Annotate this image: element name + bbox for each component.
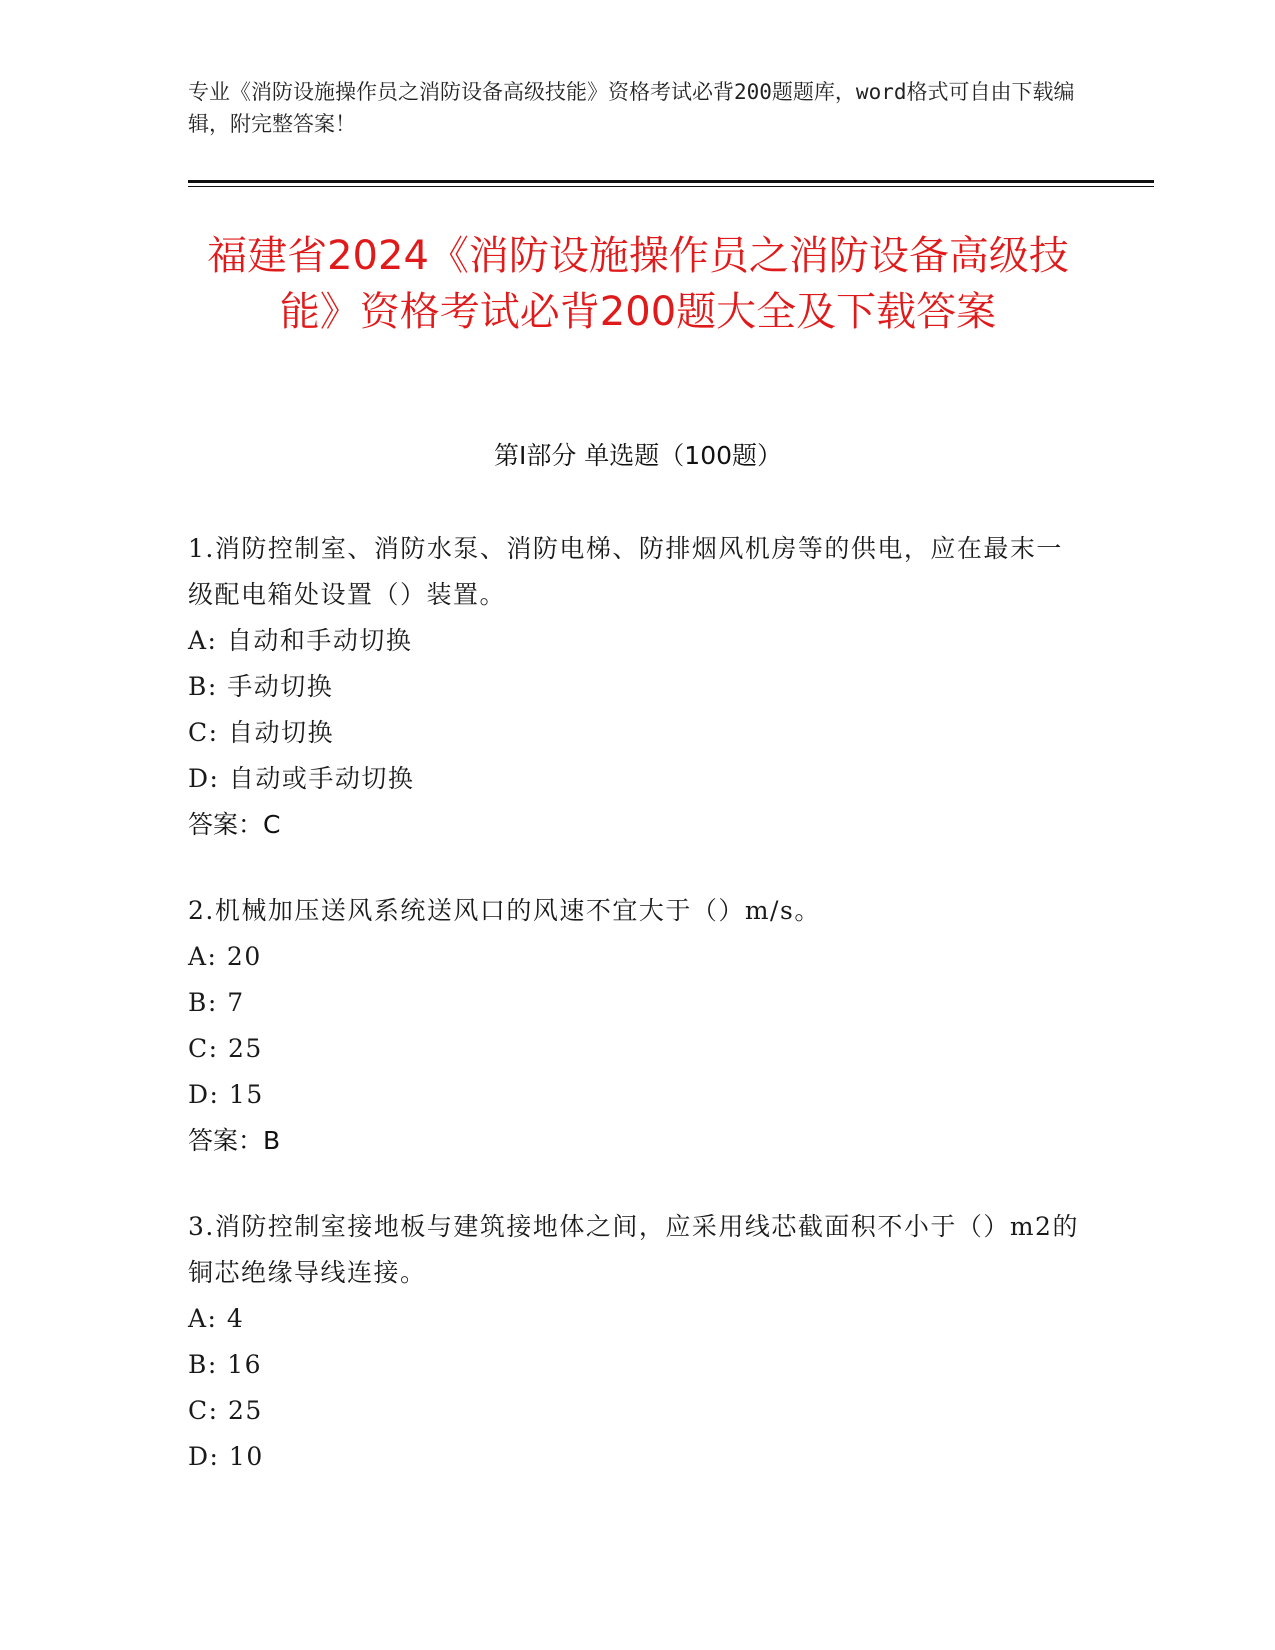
option-c: C: 25 — [188, 1034, 263, 1063]
option-d: D: 15 — [188, 1080, 264, 1109]
answer-line: 答案：C — [188, 810, 281, 839]
option-d: D: 10 — [188, 1442, 264, 1471]
option-d: D: 自动或手动切换 — [188, 764, 415, 793]
option-b: B: 手动切换 — [188, 672, 334, 701]
question-1 — [188, 526, 1088, 848]
option-a: A: 20 — [188, 942, 262, 971]
option-a: A: 4 — [188, 1304, 245, 1333]
option-c: C: 自动切换 — [188, 718, 334, 747]
header-divider-thin — [188, 186, 1154, 187]
question-3 — [188, 1204, 1088, 1480]
question-stem: 2.机械加压送风系统送风口的风速不宜大于（）m/s。 — [188, 896, 821, 925]
option-b: B: 7 — [188, 988, 245, 1017]
document-title: 福建省2024《消防设施操作员之消防设备高级技能》资格考试必背200题大全及下载答案 — [207, 233, 1069, 335]
option-c: C: 25 — [188, 1396, 263, 1425]
section-heading: 第I部分 单选题（100题） — [493, 441, 783, 470]
answer-line: 答案：B — [188, 1126, 281, 1155]
header-note: 专业《消防设施操作员之消防设备高级技能》资格考试必背200题题库，word格式可自由下载编辑，附完整答案！ — [188, 80, 1075, 136]
option-b: B: 16 — [188, 1350, 263, 1379]
header-divider-thick — [188, 180, 1154, 183]
question-2 — [188, 888, 1088, 1164]
question-stem: 3.消防控制室接地板与建筑接地体之间，应采用线芯截面积不小于（）m2的铜芯绝缘导线连接。 — [188, 1212, 1079, 1287]
question-stem: 1.消防控制室、消防水泵、消防电梯、防排烟风机房等的供电，应在最末一级配电箱处设置（）装置。 — [188, 534, 1063, 609]
option-a: A: 自动和手动切换 — [188, 626, 413, 655]
